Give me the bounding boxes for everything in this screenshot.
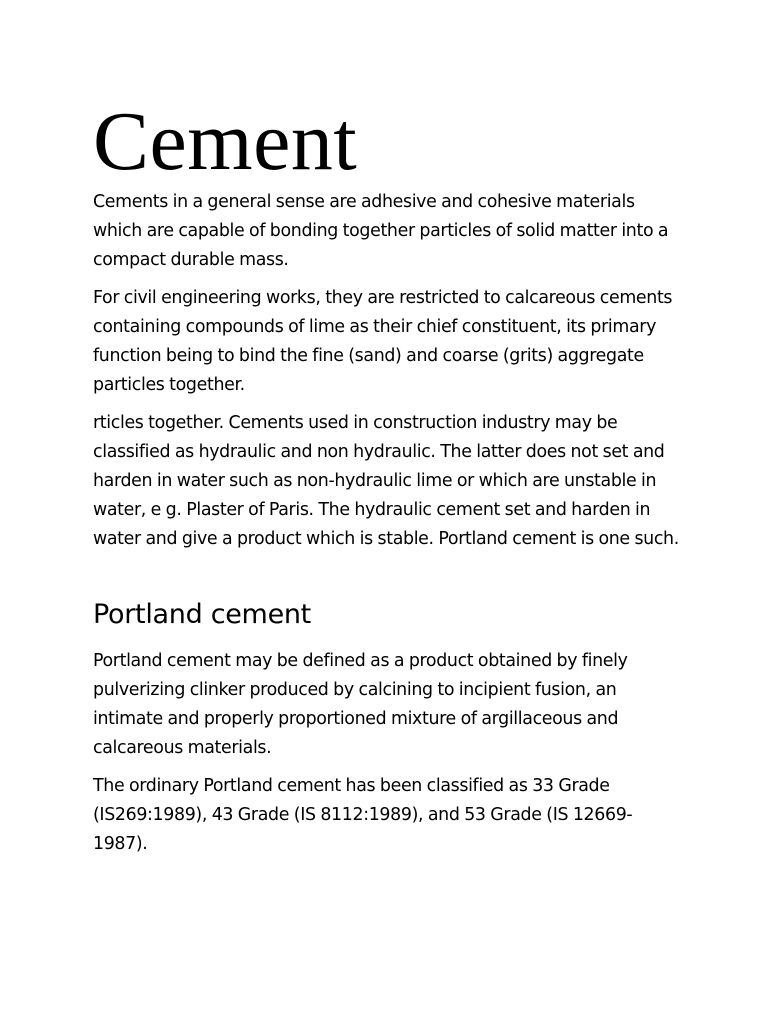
intro-paragraph-2: For civil engineering works, they are restricted to calcareous cements containing compounds of lime as their chief constituent, its primary function being to bind the fine (sand) and coarse (grits) aggregate particles together. [93, 288, 673, 395]
portland-paragraph-1: Portland cement may be defined as a product obtained by finely pulverizing clinker produced by calcining to incipient fusion, an intimate and properly proportioned mixture of argillaceous and calcareous materials. [93, 651, 628, 758]
document-title: Cement [93, 95, 358, 188]
intro-paragraph-3: rticles together. Cements used in construction industry may be classified as hydraulic and non hydraulic. The latter does not set and harden in water such as non-hydraulic lime or which are unstable in water, e g. Plaster of Paris. The hydraulic cement set and harden in water and give a product which is stable. Portland cement is one such. [93, 413, 679, 549]
intro-paragraph-1: Cements in a general sense are adhesive and cohesive materials which are capable of bonding together particles of solid matter into a compact durable mass. [93, 192, 669, 270]
portland-paragraph-2: The ordinary Portland cement has been classified as 33 Grade (IS269:1989), 43 Grade (IS 8112:1989), and 53 Grade (IS 12669-1987). [93, 776, 633, 854]
section-heading-portland-cement: Portland cement [93, 599, 311, 630]
